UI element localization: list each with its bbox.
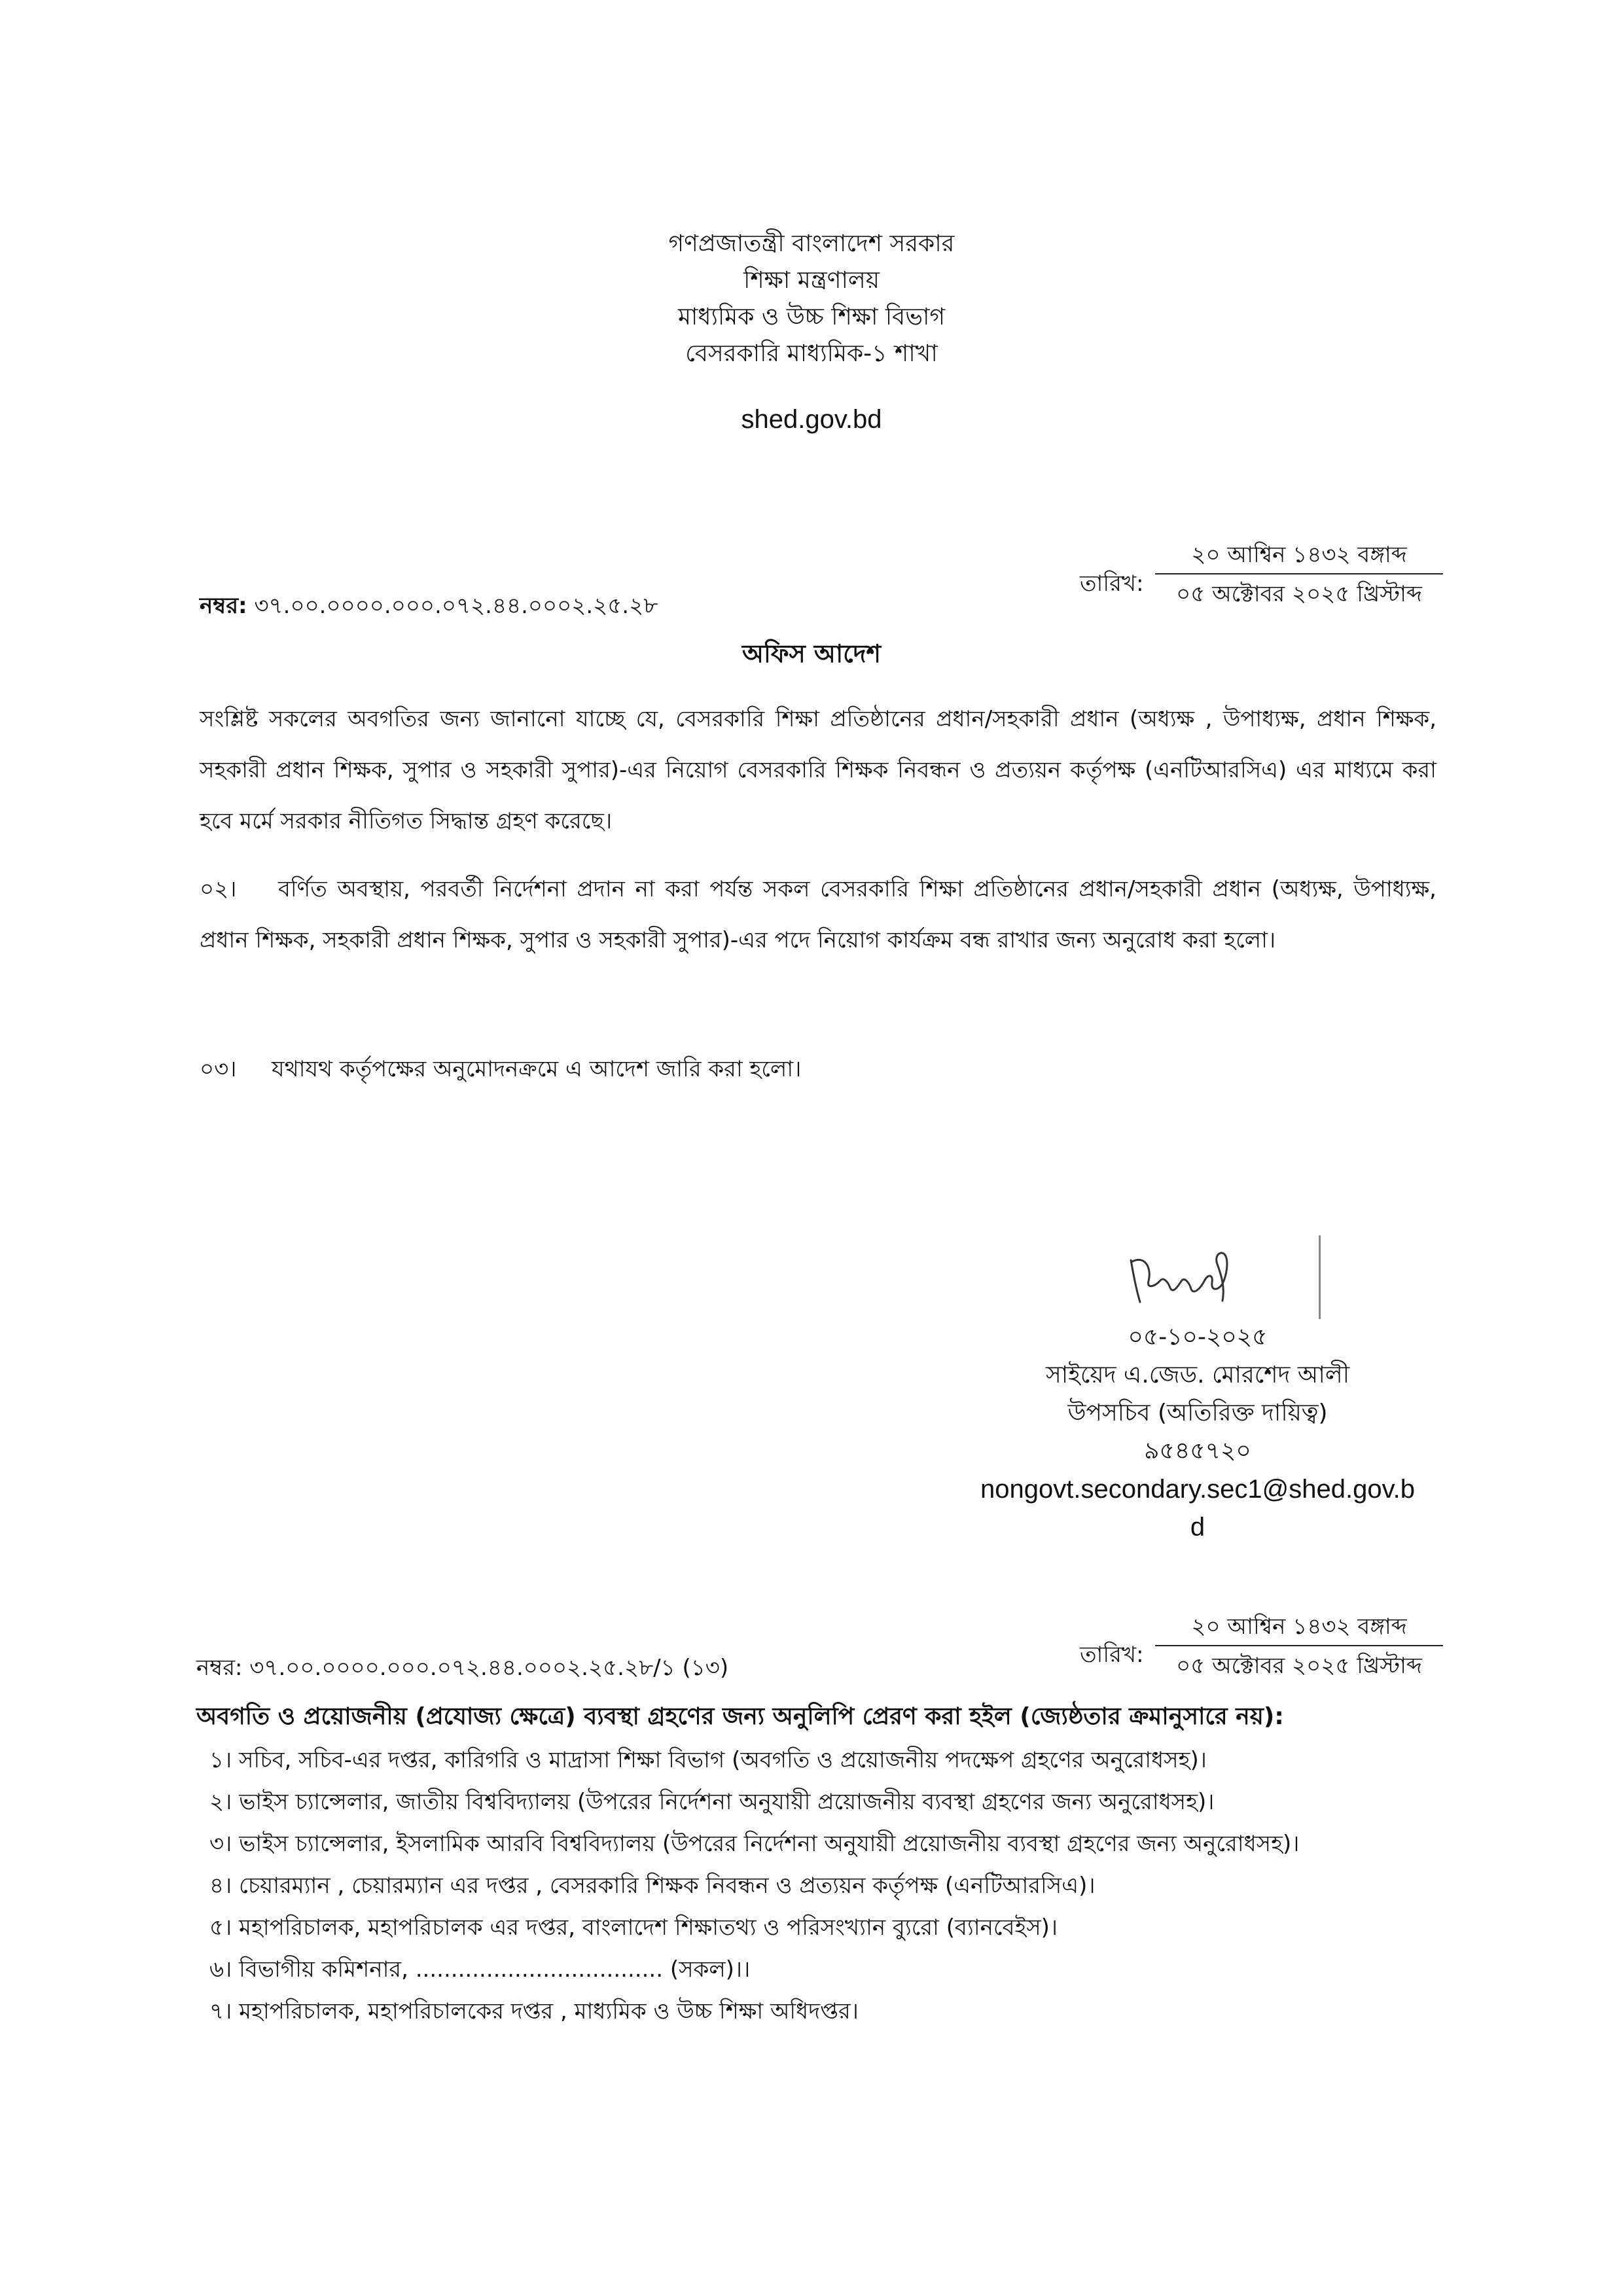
memo-number-value: ৩৭.০০.০০০০.০০০.০৭২.৪৪.০০০২.২৫.২৮ xyxy=(254,593,658,619)
paragraph-2-text: বর্ণিত অবস্থায়, পরবর্তী নির্দেশনা প্রদান না করা পর্যন্ত সকল বেসরকারি শিক্ষা প্রতিষ্ঠানের প্রধান/সহকারী প্রধান (অধ্যক্ষ, উপাধ্যক্ষ, প্রধান শিক্ষক, সহকারী প্রধান শিক্ষক, সুপার ও সহকারী সুপার)-এর পদে নিয়োগ কার্যক্রম বন্ধ রাখার জন্য অনুরোধ করা হলো। xyxy=(200,876,1436,953)
distribution-item: ৩। ভাইস চ্যান্সেলার, ইসলামিক আরবি বিশ্ববিদ্যালয় (উপরের নির্দেশনা অনুযায়ী প্রয়োজনীয় ব্যবস্থা গ্রহণের জন্য অনুরোধসহ)। xyxy=(209,1831,1300,1857)
signatory-designation: উপসচিব (অতিরিক্ত দায়িত্ব) xyxy=(1067,1400,1328,1426)
signatory-block xyxy=(955,1318,1440,1546)
paragraph-1: সংশ্লিষ্ট সকলের অবগতির জন্য জানানো যাচ্ছে যে, বেসরকারি শিক্ষা প্রতিষ্ঠানের প্রধান/সহকারী প্রধান (অধ্যক্ষ , উপাধ্যক্ষ, প্রধান শিক্ষক, সহকারী প্রধান শিক্ষক, সুপার ও সহকারী সুপার)-এর নিয়োগ বেসরকারি শিক্ষক নিবন্ধন ও প্রত্যয়ন কর্তৃপক্ষ (এনটিআরসিএ) এর মাধ্যমে করা হবে মর্মে সরকার নীতিগত সিদ্ধান্ত গ্রহণ করেছে। xyxy=(200,706,1436,834)
distribution-item: ৫। মহাপরিচালক, মহাপরিচালক এর দপ্তর, বাংলাদেশ শিক্ষাতথ্য ও পরিসংখ্যান ব্যুরো (ব্যানবেইস)। xyxy=(209,1915,1058,1941)
date-bangla: ২০ আশ্বিন ১৪৩২ বঙ্গাব্দ xyxy=(1191,542,1407,568)
copy-memo-number: নম্বর: ৩৭.০০.০০০০.০০০.০৭২.৪৪.০০০২.২৫.২৮/১ (১৩) xyxy=(196,1655,729,1681)
ministry-name: শিক্ষা মন্ত্রণালয় xyxy=(743,267,880,294)
handwritten-signature xyxy=(1073,1235,1319,1319)
date-divider xyxy=(1155,573,1443,574)
distribution-item: ১। সচিব, সচিব-এর দপ্তর, কারিগরি ও মাদ্রাসা শিক্ষা বিভাগ (অবগতি ও প্রয়োজনীয় পদক্ষেপ গ্রহণের অনুরোধসহ)। xyxy=(209,1747,1207,1773)
copy-date-block xyxy=(1155,1610,1443,1683)
signature-image xyxy=(1073,1235,1321,1319)
paragraph-3-text: যথাযথ কর্তৃপক্ষের অনুমোদনক্রমে এ আদেশ জারি করা হলো। xyxy=(272,1056,802,1082)
signatory-phone: ৯৫৪৫৭২০ xyxy=(1144,1438,1251,1464)
date-block xyxy=(1155,538,1443,611)
document-title: অফিস আদেশ xyxy=(742,639,881,668)
memo-number-label: নম্বর: xyxy=(200,593,247,619)
distribution-list xyxy=(196,1739,1440,2032)
memo-number xyxy=(200,589,658,626)
date-english: ০৫ অক্টোবর ২০২৫ খ্রিস্টাব্দ xyxy=(1176,581,1422,607)
signature-date: ০৫-১০-২০২৫ xyxy=(1128,1324,1268,1351)
distribution-heading: অবগতি ও প্রয়োজনীয় (প্রযোজ্য ক্ষেত্রে) ব্যবস্থা গ্রহণের জন্য অনুলিপি প্রেরণ করা হইল (জ্যেষ্ঠতার ক্রমানুসারে নয়): xyxy=(196,1703,1284,1730)
paragraph-2 xyxy=(200,864,1436,966)
signatory-name: সাইয়েদ এ.জেড. মোরশেদ আলী xyxy=(1045,1362,1350,1388)
copy-date-english: ০৫ অক্টোবর ২০২৫ খ্রিস্টাব্দ xyxy=(1176,1653,1422,1679)
copy-date-label: তারিখ: xyxy=(1080,1642,1144,1668)
signatory-email-line1[interactable]: nongovt.secondary.sec1@shed.gov.b xyxy=(980,1475,1415,1504)
copy-date-bangla: ২০ আশ্বিন ১৪৩২ বঙ্গাব্দ xyxy=(1191,1614,1407,1640)
distribution-item: ২। ভাইস চ্যান্সেলার, জাতীয় বিশ্ববিদ্যালয় (উপরের নির্দেশনা অনুযায়ী প্রয়োজনীয় ব্যবস্থা গ্রহণের জন্য অনুরোধসহ)। xyxy=(209,1789,1215,1815)
copy-date-divider xyxy=(1155,1645,1443,1646)
date-label: তারিখ: xyxy=(1080,571,1144,597)
division-name: মাধ্যমিক ও উচ্চ শিক্ষা বিভাগ xyxy=(677,304,946,330)
paragraph-2-number: ০২। xyxy=(200,876,237,902)
letterhead xyxy=(0,226,1623,434)
distribution-item: ৭। মহাপরিচালক, মহাপরিচালকের দপ্তর , মাধ্যমিক ও উচ্চ শিক্ষা অধিদপ্তর। xyxy=(209,1998,859,2024)
website-link[interactable]: shed.gov.bd xyxy=(741,405,882,434)
distribution-item: ৪। চেয়ারম্যান , চেয়ারম্যান এর দপ্তর , বেসরকারি শিক্ষক নিবন্ধন ও প্রত্যয়ন কর্তৃপক্ষ (এনটিআরসিএ)। xyxy=(209,1873,1096,1899)
paragraph-3 xyxy=(200,1044,1436,1095)
signatory-email-line2[interactable]: d xyxy=(1190,1513,1205,1542)
paragraph-3-number: ০৩। xyxy=(200,1056,237,1082)
branch-name: বেসরকারি মাধ্যমিক-১ শাখা xyxy=(685,340,938,367)
govt-name: গণপ্রজাতন্ত্রী বাংলাদেশ সরকার xyxy=(668,230,955,257)
distribution-item: ৬। বিভাগীয় কমিশনার, ................................... (সকল)।। xyxy=(209,1956,751,1983)
